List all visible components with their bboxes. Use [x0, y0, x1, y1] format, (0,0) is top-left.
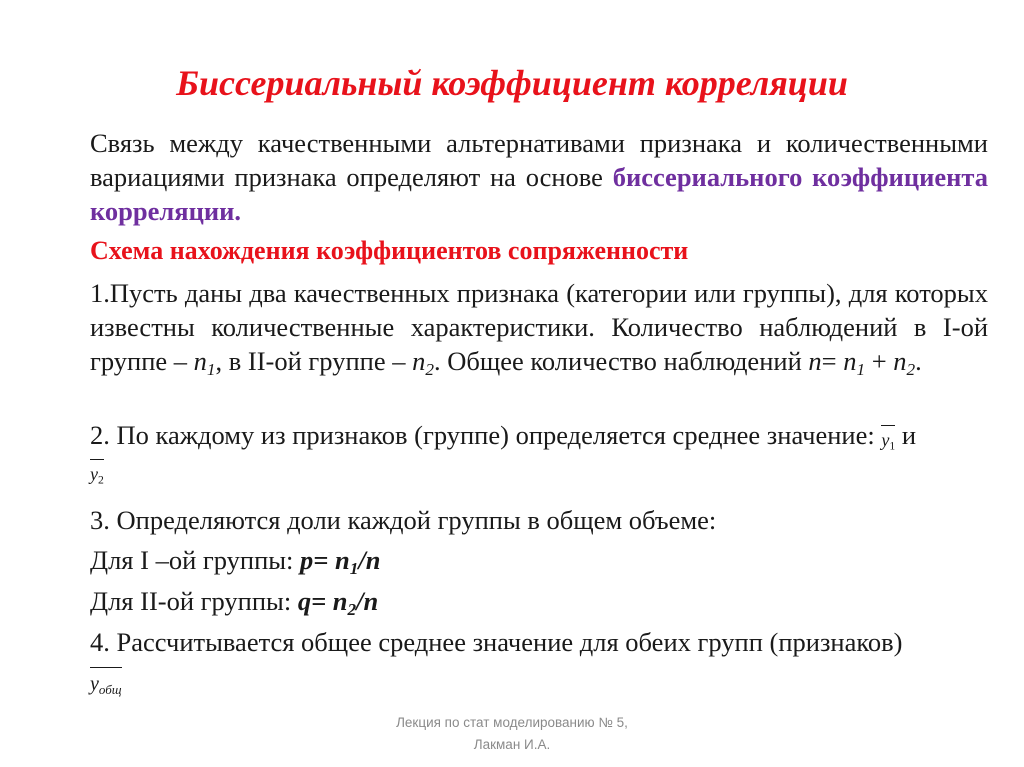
group-1-formula: $p= n_1/n$	[300, 545, 381, 579]
step-2-text: 2. По каждому из признаков (группе) определяется среднее значение:	[90, 420, 882, 450]
group-1-label: Для I –ой группы:	[90, 545, 301, 575]
slide-footer	[0, 712, 1024, 756]
slide-title: Биссериальный коэффициент корреляции	[176, 63, 848, 103]
group-2-formula: $q= n_2/n$	[297, 586, 379, 620]
group-2-label: Для II-ой группы:	[90, 586, 298, 616]
total-n-formula: $n= n_1 + n_2$	[808, 346, 916, 380]
step-4-paragraph	[90, 625, 988, 696]
n2-variable: $n_2$	[412, 346, 434, 380]
n1-variable: $n_1$	[193, 346, 216, 380]
scheme-subheading: Схема нахождения коэффициентов сопряженности	[90, 236, 689, 265]
intro-paragraph	[90, 126, 988, 228]
step-1-text-b: , в II-ой группе –	[215, 346, 413, 376]
mean-y2-symbol: $y_2$	[90, 459, 104, 483]
footer-line-2: Лакман И.А.	[473, 737, 551, 752]
group-1-share	[90, 543, 988, 577]
step-2-paragraph: 2. По каждому из признаков (группе) определяется среднее значение: $y_1$ и $y_2$	[90, 420, 917, 487]
group-2-share	[90, 584, 988, 618]
mean-y1-symbol: $y_1$	[881, 425, 895, 449]
step-3-paragraph: 3. Определяются доли каждой группы в общем объеме:	[90, 505, 717, 535]
intro-highlight: биссериального коэффициента корреляции.	[90, 162, 988, 226]
intro-text: Связь между качественными альтернативами признака и количественными вариациями признака определяют на основе	[90, 128, 988, 192]
mean-total-symbol: $y_{общ}$	[90, 669, 122, 693]
step-1-text-c: . Общее количество наблюдений	[433, 346, 809, 376]
footer-line-1: Лекция по стат моделированию № 5,	[396, 715, 628, 730]
step-1-text-a: 1.Пусть даны два качественных признака (категории или группы), для которых известны количественные характеристики. Количество наблюдений в I-ой группе –	[90, 278, 988, 376]
step-4-text: 4. Рассчитывается общее среднее значение для обеих групп (признаков)	[90, 627, 903, 657]
step-1-paragraph: 1.Пусть даны два качественных признака (категории или группы), для которых известны количественные характеристики. Количество наблюдений в I-ой группе – $n_1$, в II-ой группе – $n_2$. Общее количество наблюдений $n= n_1 + n_2$.	[90, 278, 988, 380]
